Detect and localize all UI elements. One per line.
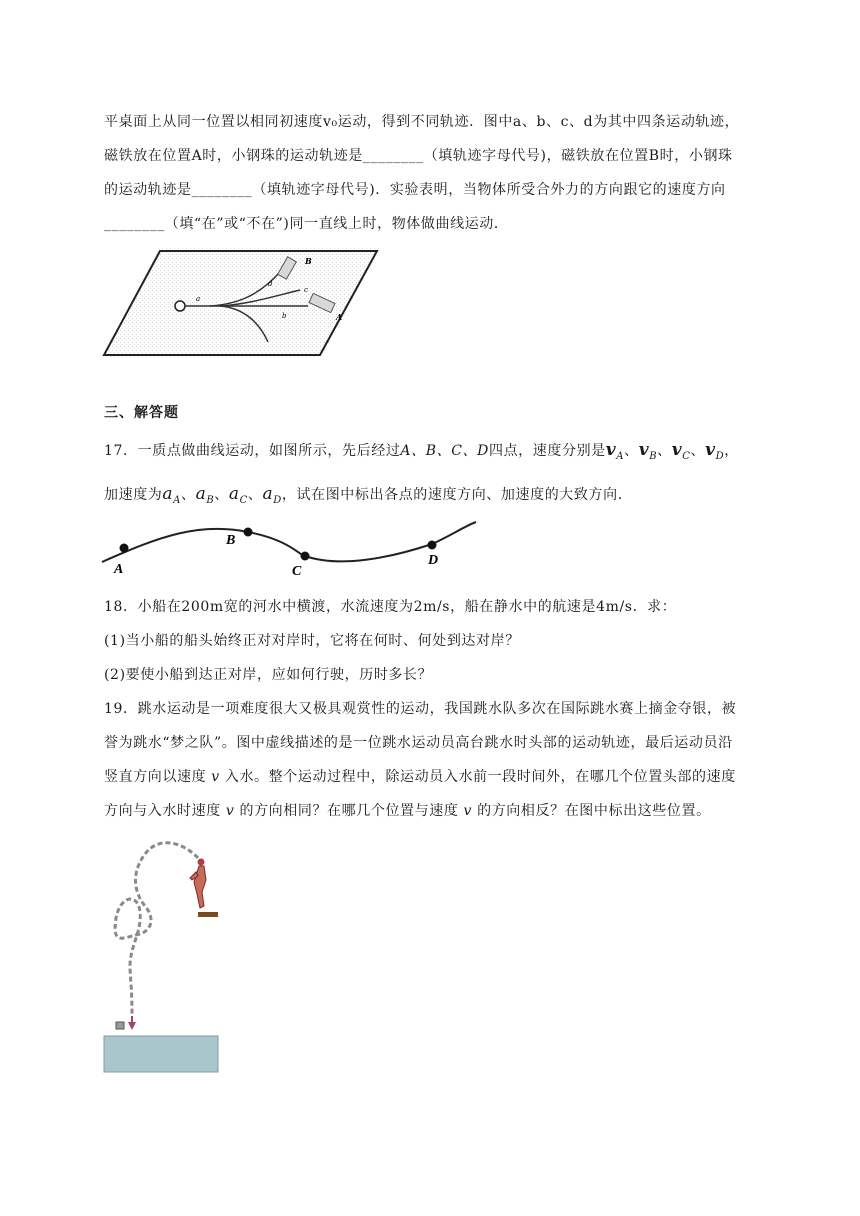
velocity-symbol-C: v [671,440,683,460]
label-C: C [292,564,302,578]
sep: 、 [690,443,706,459]
sep: 、 [624,443,639,459]
sub-A: A [616,450,625,462]
q19-line-4 [104,800,711,820]
sub-B: B [649,450,658,462]
q18-part-1: (1)当小船的船头始终正对对岸时，它将在何时、何处到达对岸？ [104,633,520,649]
q17-text-a: 17．一质点做曲线运动，如图所示，先后经过 [104,443,401,459]
label-b-traj: b [282,312,287,320]
section-heading: 三、解答题 [104,405,179,421]
label-B: B [305,256,312,266]
label-A: A [114,562,124,577]
diving-figure [100,836,225,1076]
q16-line-3: 的运动轨迹是________（填轨迹字母代号)．实验表明，当物体所受合外力的方向跟它的速度方向 [104,182,726,198]
sub-D: D [273,494,282,506]
sub-B: B [206,494,215,506]
q19-line-4b: 的方向相同？在哪几个位置与速度 [239,803,459,819]
motion-curve [102,522,476,562]
q19-line-4c: 的方向相反？在图中标出这些位置。 [477,803,711,819]
label-D: D [428,553,439,568]
q17-text-c: 加速度为 [104,487,163,503]
sub-C: C [239,494,248,506]
v-symbol: v [463,803,473,819]
q19-line-2: 誉为跳水“梦之队”。图中虚线描述的是一位跳水运动员高台跳水时头部的运动轨迹，最后运动员沿 [104,735,733,751]
q16-line-1: 平桌面上从同一位置以相同初速度v₀运动，得到不同轨迹．图中a、b、c、d为其中四条运动轨迹， [104,114,740,130]
q16-line-4: ________（填“在”或“不在”)同一直线上时，物体做曲线运动． [104,216,509,232]
sep: 、 [180,487,196,503]
sep: 、 [214,487,229,503]
q19-line-4a: 方向与入水时速度 [104,803,221,819]
q19-line-3a: 竖直方向以速度 [104,769,207,785]
q17-points-list: A、B、C、D [400,443,489,459]
q17-line-2 [104,484,623,506]
pool-water [104,1036,218,1072]
q19-line-1: 19．跳水运动是一项难度很大又极具观赏性的运动，我国跳水队多次在国际跳水赛上摘金夺银，被 [104,701,737,717]
velocity-symbol-D: v [705,440,716,460]
q17-text-d: ，试在图中标出各点的速度方向、加速度的大致方向. [281,487,623,503]
sep: 、 [657,443,672,459]
velocity-symbol-A: v [605,440,617,460]
label-c-traj: c [304,286,308,294]
velocity-symbol-B: v [638,440,650,460]
v-symbol: v [211,769,220,785]
label-d-traj: d [268,280,273,288]
q16-line-2: 磁铁放在位置A时，小钢珠的运动轨迹是________（填轨迹字母代号)，磁铁放在位置B时，小钢珠 [104,148,733,164]
diver-head-at-entry [116,1022,124,1029]
head-trajectory [115,843,198,1016]
point-A [120,544,129,553]
accel-symbol-B: a [195,484,207,504]
v-symbol: v [225,803,235,819]
entry-velocity-arrow [128,1022,136,1030]
accel-symbol-A: a [162,484,174,504]
q19-line-3 [104,766,736,786]
sep: 、 [247,487,263,503]
label-A: A [336,312,343,322]
sub-D: D [715,450,725,462]
q17-text-b: 四点，速度分别是 [488,443,606,459]
curve-figure [100,516,480,578]
sub-C: C [682,450,691,462]
point-D [428,541,437,550]
table-shading [102,248,380,357]
accel-symbol-C: a [228,484,240,504]
accel-symbol-D: a [262,484,274,504]
magnet-trajectory-figure [100,246,382,360]
q19-line-3b: 入水。整个运动过程中，除运动员入水前一段时间外，在哪几个位置头部的速度 [224,769,736,785]
point-C [301,552,310,561]
point-B [244,528,253,537]
sub-A: A [173,494,181,506]
q18-stem: 18．小船在200m宽的河水中横渡，水流速度为2m/s，船在静水中的航速是4m/s．求： [104,599,677,615]
label-a-traj: a [196,295,201,303]
diving-platform [198,912,218,917]
q18-part-2: (2)要使小船到达正对岸，应如何行驶，历时多长？ [104,667,433,683]
q17-line-1 [104,440,739,462]
diver-icon [190,859,206,909]
comma: ， [724,443,739,459]
steel-ball [175,301,185,311]
label-B: B [226,533,236,548]
